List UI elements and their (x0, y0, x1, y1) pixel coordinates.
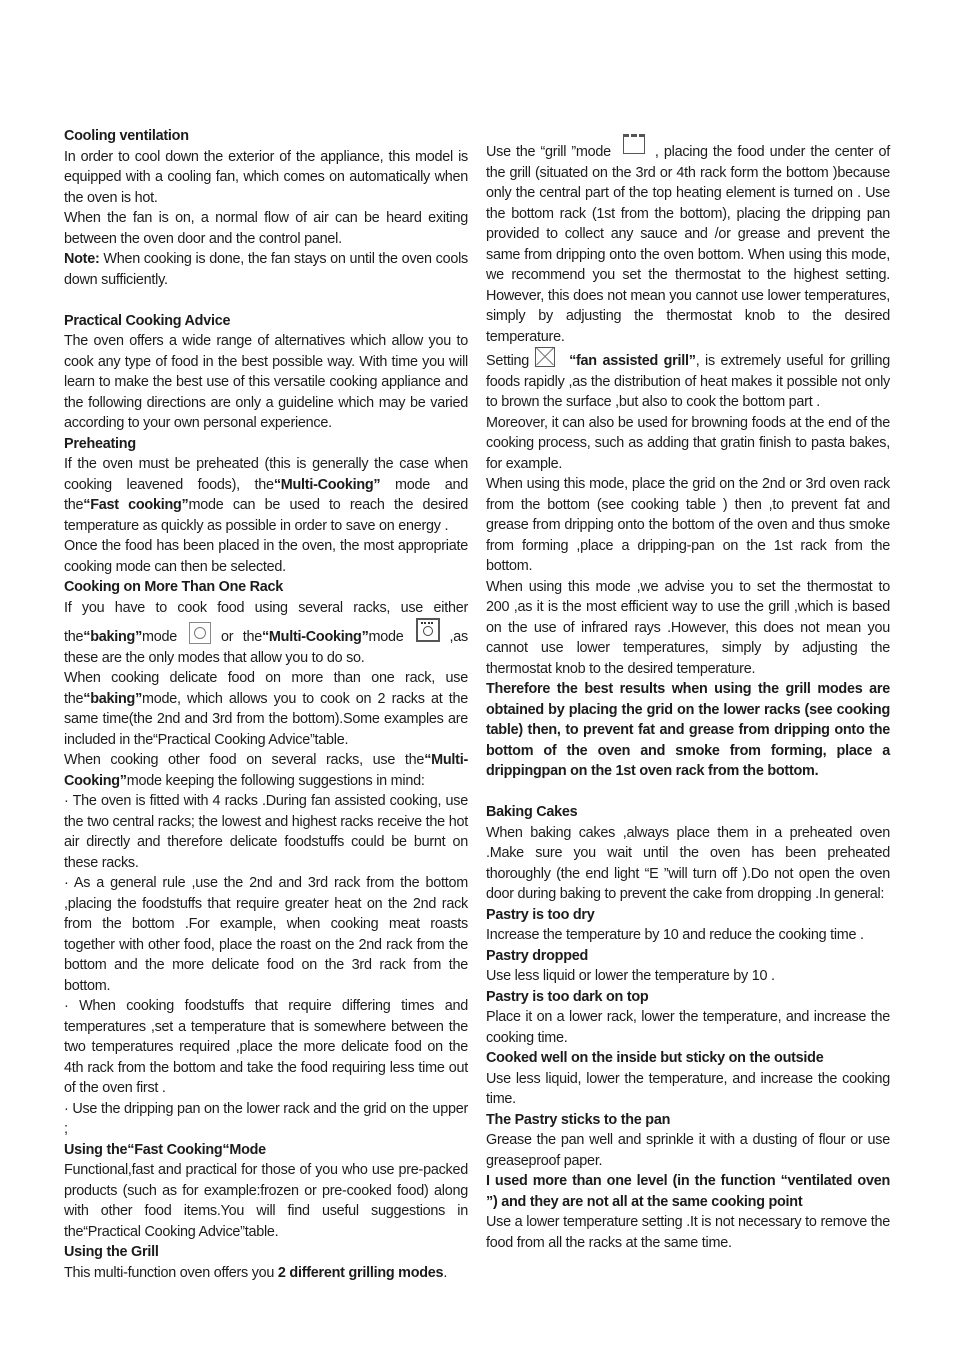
other-food-paragraph (64, 750, 468, 791)
moreover-paragraph: Moreover, it can also be used for browning foods at the end of the cooking process, such as adding that gratin finish to pasta bakes, for example. (486, 414, 890, 472)
delicate-text-b: mode, which allows you to cook on 2 racks at the same time(the 2nd and 3rd from the bottom).Some examples are included in the“Practical Cooking Advice”table. (64, 690, 468, 748)
bullet-item: · When cooking foodstuffs that require differing times and temperatures ,set a temperature that is somewhere between the two temperatures required ,place the more delicate food on the 4th rack from the bottom and take the food requiring less time out of the oven first . (64, 998, 468, 1096)
sticky-outside-heading: Cooked well on the inside but sticky on the outside (486, 1050, 824, 1066)
setting-text-b: , is extremely useful for grilling foods rapidly ,as the distribution of heat makes it possible not only to brown the surface ,but also to cook the bottom part . (486, 353, 890, 410)
pastry-sticks-heading: The Pastry sticks to the pan (486, 1111, 671, 1128)
pastry-too-dry-heading: Pastry is too dry (486, 906, 595, 923)
fast-cooking-heading: Using the“Fast Cooking“Mode (64, 1141, 266, 1158)
grill-modes-count: 2 different grilling modes (277, 1264, 444, 1281)
other-multi-cooking: “Multi-Cooking” (64, 752, 468, 789)
racks-text-b: mode (142, 629, 178, 645)
delicate-food-paragraph (64, 668, 468, 750)
more-than-one-level-heading: I used more than one level (in the function “ventilated oven ”) and they are not all at the same cooking point (486, 1173, 890, 1210)
grill-text-c: . (443, 1264, 448, 1281)
grill-mode-icon (623, 134, 645, 154)
delicate-baking: “baking” (83, 690, 143, 707)
racks-text-c: or the (221, 629, 262, 645)
more-than-one-rack-heading: Cooking on More Than One Rack (64, 579, 284, 595)
pastry-too-dry-text: Increase the temperature by 10 and reduce the cooking time . (486, 927, 864, 943)
right-column (486, 134, 890, 1253)
preheating-text-a: If the oven must be preheated (this is generally the case when cooking leavened foods), the (64, 456, 468, 493)
cooling-paragraph-1: In order to cool down the exterior of the appliance, this model is equipped with a cooling fan, which comes on automatically when the oven is hot. (64, 148, 468, 206)
cooling-note (64, 249, 468, 290)
cooling-paragraph-2: When the fan is on, a normal flow of air can be heard exiting between the oven door and the control panel. (64, 210, 468, 247)
grill-mode-text-a: Use the “grill ”mode (486, 144, 611, 160)
bullet-item: · Use the dripping pan on the lower rack and the grid on the upper ; (64, 1100, 468, 1137)
grill-text-a: This multi-function oven offers you (64, 1264, 278, 1281)
advice-paragraph: The oven offers a wide range of alternatives which allow you to cook any type of food in the best possible way. With time you will learn to make the best use of this versatile cooking appliance and the following directions are only a guideline which may be varied according to your own personal experience. (64, 333, 468, 431)
preheating-fast-cooking: “Fast cooking” (83, 497, 189, 513)
using-grill-heading: Using the Grill (64, 1244, 159, 1260)
racks-text-e: ,as these are the only modes that allow you to do so. (64, 629, 468, 666)
thermostat-paragraph: When using this mode ,we advise you to set the thermostat to 200 ,as it is the most efficient way to use the grill ,which is based on the use of infrared rays .However, this does not mean you cannot use lower temperatures, simply by adjusting the thermostat knob to the desired temperature. (486, 578, 890, 677)
grill-mode-paragraph (486, 134, 890, 347)
cooling-ventilation-heading: Cooling ventilation (64, 128, 189, 144)
racks-text-d: mode (368, 629, 404, 645)
racks-baking: “baking” (83, 629, 143, 645)
setting-text: Setting (486, 353, 530, 369)
best-results-paragraph: Therefore the best results when using the grill modes are obtained by placing the grid on the lower racks (see cooking table) then, to prevent fat and grease from dripping onto the bottom of the oven and smoke from forming, place a drippingpan on the 1st oven rack from the bottom. (486, 681, 890, 779)
preheating-text-b: mode and the (64, 476, 468, 513)
preheating-heading: Preheating (64, 435, 136, 452)
pastry-dropped-text: Use less liquid or lower the temperature by 10 . (486, 968, 775, 984)
left-column (64, 126, 468, 1283)
other-text-a: When cooking other food on several racks, use the (64, 752, 425, 768)
fan-assisted-grill-label: “fan assisted grill” (569, 353, 696, 369)
pastry-too-dark-text: Place it on a lower rack, lower the temperature, and increase the cooking time. (486, 1009, 890, 1046)
fan-assisted-grill-icon (535, 347, 555, 367)
baking-cakes-paragraph: When baking cakes ,always place them in a preheated oven .Make sure you wait until the oven has been preheated thoroughly (the end light “E ”will turn off ).Do not open the oven door during baking to prevent the cake from dropping .In general: (486, 824, 890, 902)
bullet-item: · The oven is fitted with 4 racks .During fan assisted cooking, use the two central racks; the lowest and highest racks receive the hot air directly and therefore delicate foodstuffs could be burnt on these racks. (64, 793, 468, 871)
preheating-paragraph-2: Once the food has been placed in the oven, the most appropriate cooking mode can then be selected. (64, 538, 468, 575)
pastry-sticks-text: Grease the pan well and sprinkle it with a dusting of flour or use greaseproof paper. (486, 1132, 890, 1169)
baking-mode-icon (189, 622, 211, 644)
more-than-one-level-text: Use a lower temperature setting .It is not necessary to remove the food from all the racks at the same time. (486, 1214, 890, 1251)
multi-cooking-mode-icon (416, 618, 440, 642)
other-text-b: mode keeping the following suggestions in mind: (126, 772, 425, 789)
fan-grill-paragraph (486, 347, 890, 413)
sticky-outside-text: Use less liquid, lower the temperature, and increase the cooking time. (486, 1070, 890, 1107)
preheating-text-c: mode can be used to reach the desired temperature as quickly as possible in order to save on energy . (64, 497, 468, 534)
preheating-paragraph (64, 454, 468, 536)
preheating-multi-cooking: “Multi-Cooking” (273, 476, 381, 493)
grill-mode-text-b: , placing the food under the center of the grill (situated on the 3rd or 4th rack form the bottom )because only the central part of the top heating element is turned on . Use the bottom rack (1st from the bottom), placing the dripping pan provided to collect any sauce and /or grease and prevent the same from dripping onto the oven bottom. When using this mode, we recommend you set the thermostat to the highest setting. However, this does not mean you cannot use lower temperatures, simply by adjusting the thermostat knob to the desired temperature. (486, 144, 890, 345)
racks-text-a: If you have to cook food using several racks, use either the (64, 599, 468, 645)
racks-paragraph (64, 598, 468, 669)
grid-placement-paragraph: When using this mode, place the grid on the 2nd or 3rd oven rack from the bottom (see cooking table ) then ,to prevent fat and grease from dripping onto the bottom of the oven and thus smoke from forming ,place a dripping-pan on the 1st rack from the bottom. (486, 476, 890, 574)
note-text: When cooking is done, the fan stays on until the oven cools down sufficiently. (64, 251, 468, 288)
pastry-dropped-heading: Pastry dropped (486, 947, 589, 964)
pastry-too-dark-heading: Pastry is too dark on top (486, 988, 649, 1005)
note-label: Note: (64, 251, 100, 267)
bullet-item: · As a general rule ,use the 2nd and 3rd rack from the bottom ,placing the foodstuffs that require greater heat on the 2nd rack from the bottom .For example, when cooking meat roasts together with other food, place the roast on the 2nd rack from the bottom and the more delicate food on the 3rd rack from the bottom. (64, 875, 468, 994)
practical-cooking-advice-heading: Practical Cooking Advice (64, 312, 231, 329)
grill-paragraph (64, 1263, 468, 1284)
delicate-text-a: When cooking delicate food on more than one rack, use the (64, 670, 468, 707)
baking-cakes-heading: Baking Cakes (486, 804, 578, 820)
racks-multi-cooking: “Multi-Cooking” (261, 629, 369, 645)
fast-cooking-paragraph: Functional,fast and practical for those of you who use pre-packed products (such as for example:frozen or pre-cooked food) along with other food items.You will find useful suggestions in the“Practical Cooking Advice”table. (64, 1162, 468, 1240)
